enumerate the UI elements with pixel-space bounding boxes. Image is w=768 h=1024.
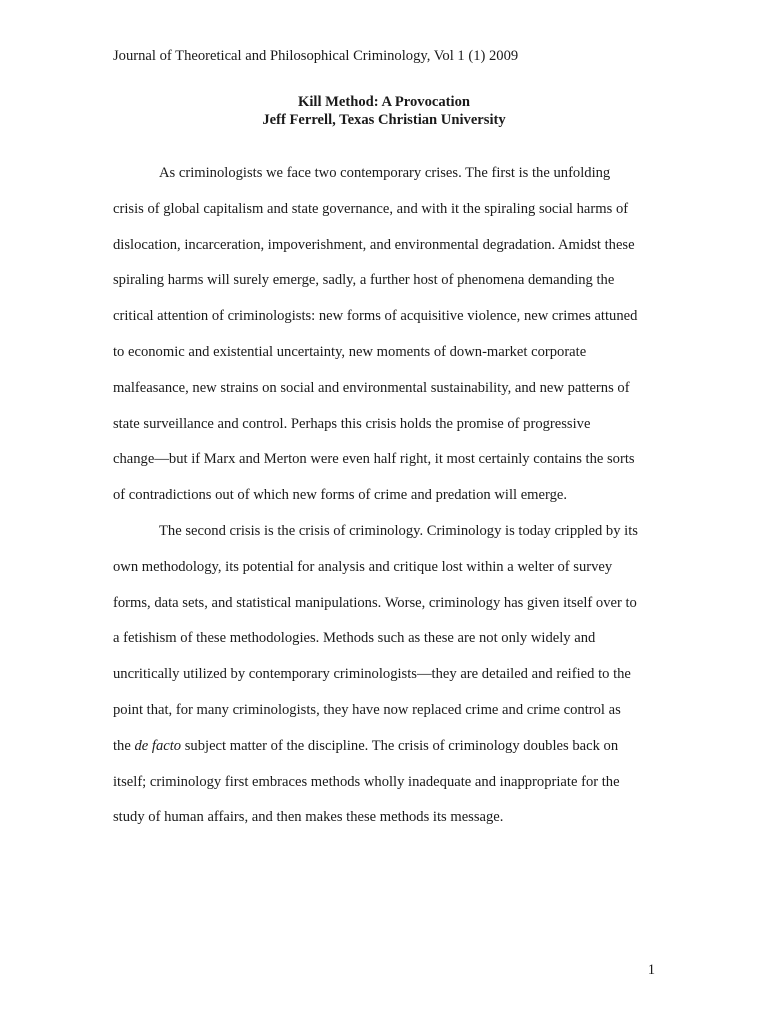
line-text: the — [113, 737, 135, 754]
paragraph-line: dislocation, incarceration, impoverishment, and environmental degradation. Amidst these — [113, 236, 635, 253]
title-block — [0, 93, 768, 129]
paragraph-line: itself; criminology first embraces methods wholly inadequate and inappropriate for the — [113, 773, 620, 790]
article-title: Kill Method: A Provocation — [297, 94, 470, 110]
paragraph-line: point that, for many criminologists, they have now replaced crime and crime control as — [113, 701, 621, 718]
paragraph-line: forms, data sets, and statistical manipulations. Worse, criminology has given itself over to — [113, 594, 637, 611]
paragraph-1 — [113, 160, 658, 518]
line-text: subject matter of the discipline. The crisis of criminology doubles back on — [181, 737, 619, 754]
paragraph-line: uncritically utilized by contemporary criminologists—they are detailed and reified to the — [113, 666, 631, 683]
paragraph-line: to economic and existential uncertainty, new moments of down-market corporate — [113, 343, 587, 360]
paragraph-2 — [113, 518, 658, 840]
paragraph-line: study of human affairs, and then makes these methods its message. — [113, 809, 504, 826]
paragraph-line: of contradictions out of which new forms of crime and predation will emerge. — [113, 487, 568, 504]
article-body — [113, 160, 658, 840]
paragraph-line: state surveillance and control. Perhaps this crisis holds the promise of progressive — [113, 415, 591, 432]
paragraph-line: critical attention of criminologists: new forms of acquisitive violence, new crimes attuned — [113, 308, 638, 325]
author-affiliation: Jeff Ferrell, Texas Christian University — [262, 112, 506, 128]
paragraph-line: a fetishism of these methodologies. Methods such as these are not only widely and — [113, 630, 596, 647]
page-number: 1 — [647, 962, 655, 978]
paragraph-line: own methodology, its potential for analysis and critique lost within a welter of survey — [113, 558, 613, 575]
italic-term: de facto — [134, 737, 182, 754]
paragraph-line: The second crisis is the crisis of criminology. Criminology is today crippled by its — [159, 522, 638, 539]
running-header: Journal of Theoretical and Philosophical Criminology, Vol 1 (1) 2009 — [113, 48, 519, 64]
paragraph-line: malfeasance, new strains on social and environmental sustainability, and new patterns of — [113, 379, 630, 396]
paragraph-line: change—but if Marx and Merton were even half right, it most certainly contains the sorts — [113, 451, 635, 468]
paragraph-line — [113, 733, 658, 769]
paragraph-line: crisis of global capitalism and state governance, and with it the spiraling social harms of — [113, 200, 629, 217]
paragraph-line: As criminologists we face two contemporary crises. The first is the unfolding — [159, 165, 611, 181]
paragraph-line: spiraling harms will surely emerge, sadly, a further host of phenomena demanding the — [113, 272, 615, 289]
